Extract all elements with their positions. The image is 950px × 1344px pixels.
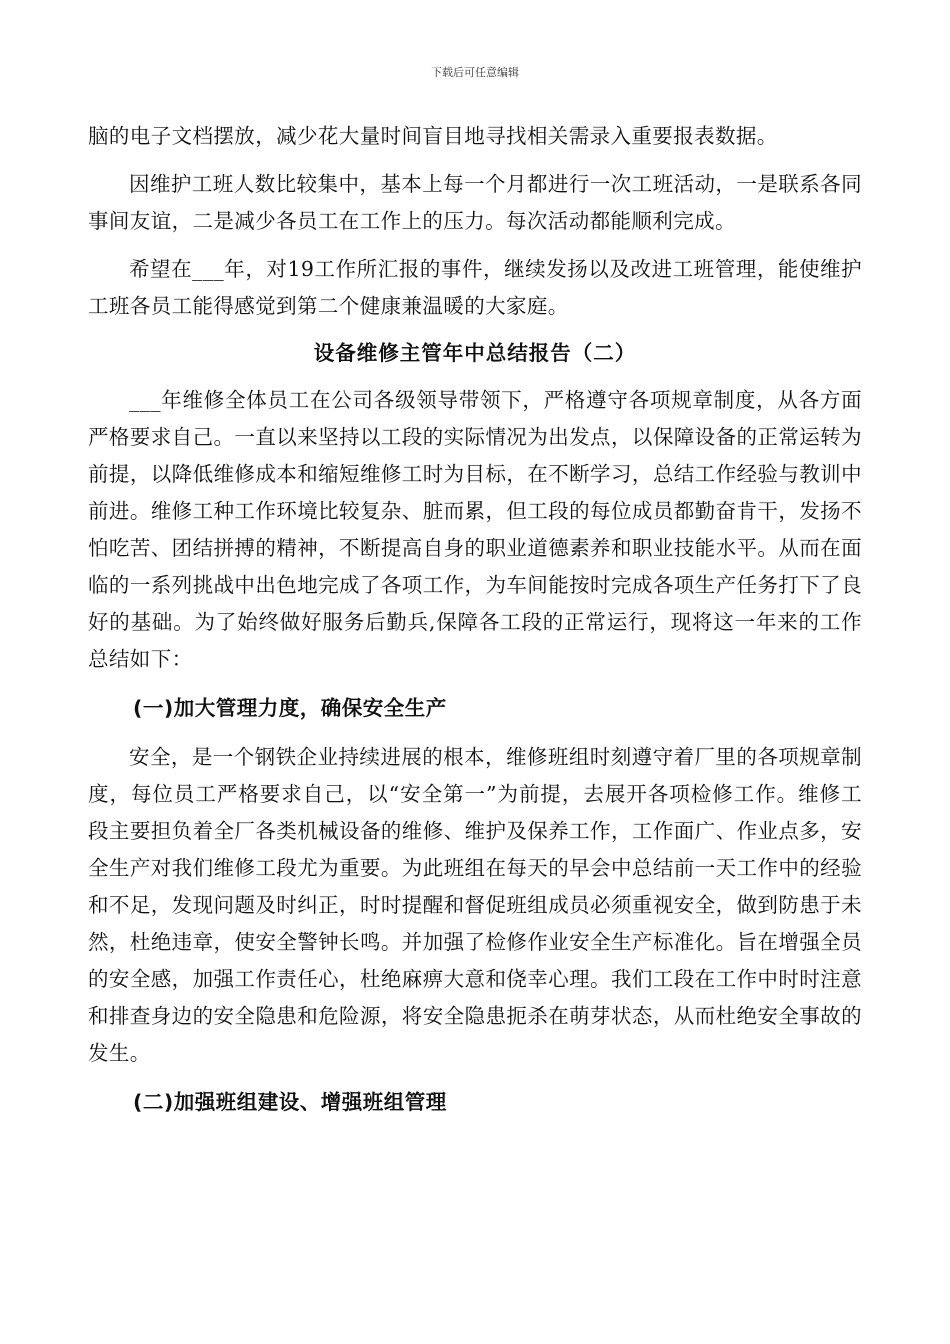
page-header-note: 下载后可任意编辑 bbox=[431, 66, 519, 79]
paragraph-safety: 安全，是一个钢铁企业持续进展的根本，维修班组时刻遵守着厂里的各项规章制度，每位员工严格要求自己，以“安全第一”为前提，去展开各项检修工作。维修工段主要担负着全厂各类机械设备的维修、维护及保养工作，工作面广、作业点多，安全生产对我们维修工段尤为重要。为此班组在每天的早会中总结前一天工作中的经验和不足，发现问题及时纠正，时时提醒和督促班组成员必须重视安全，做到防患于未然，杜绝违章，使安全警钟长鸣。并加强了检修作业安全生产标准化。旨在增强全员的安全感，加强工作责任心，杜绝麻痹大意和侥幸心理。我们工段在工作中时时注意和排查身边的安全隐患和危险源，将安全隐患扼杀在萌芽状态，从而杜绝安全事故的发生。 bbox=[88, 745, 862, 1065]
subheading-safety: (一)加大管理力度，确保安全生产 bbox=[133, 696, 447, 720]
paragraph-continuation: 脑的电子文档摆放，减少花大量时间盲目地寻找相关需录入重要报表数据。 bbox=[88, 124, 778, 148]
subheading-team-building: (二)加强班组建设、增强班组管理 bbox=[133, 1090, 447, 1114]
section-title: 设备维修主管年中总结报告（二） bbox=[313, 341, 637, 365]
document-body bbox=[88, 118, 862, 1133]
paragraph-intro: ___年维修全体员工在公司各级领导带领下，严格遵守各项规章制度，从各方面严格要求自己。一直以来坚持以工段的实际情况为出发点，以保障设备的正常运转为前提，以降低维修成本和缩短维修工时为目标，在不断学习，总结工作经验与教训中前进。维修工种工作环境比较复杂、脏而累，但工段的每位成员都勤奋肯干，发扬不怕吃苦、团结拼搏的精神，不断提高自身的职业道德素养和职业技能水平。从而在面临的一系列挑战中出色地完成了各项工作，为车间能按时完成各项生产任务打下了良好的基础。为了始终做好服务后勤兵,保障各工段的正常运行，现将这一年来的工作总结如下： bbox=[88, 388, 862, 671]
paragraph-hope: 希望在___年，对19工作所汇报的事件，继续发扬以及改进工班管理，能使维护工班各员工能得感觉到第二个健康兼温暖的大家庭。 bbox=[88, 257, 862, 318]
paragraph-team-activities: 因维护工班人数比较集中，基本上每一个月都进行一次工班活动，一是联系各同事间友谊，二是减少各员工在工作上的压力。每次活动都能顺利完成。 bbox=[88, 172, 862, 233]
